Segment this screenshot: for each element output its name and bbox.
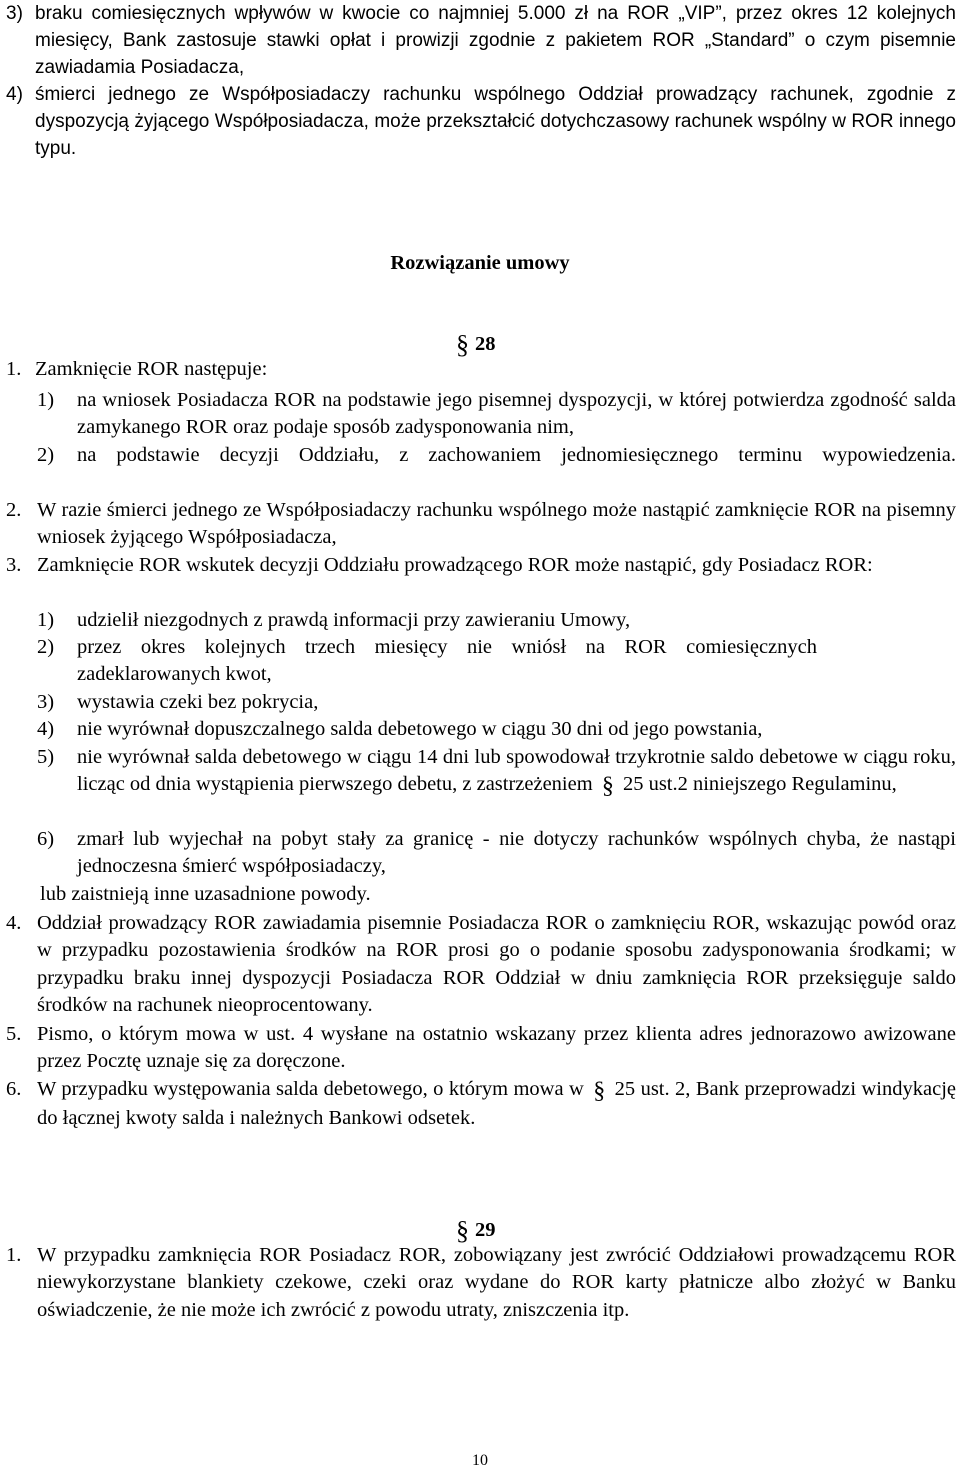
item-text [37,1076,956,1133]
item-number: 3. [6,554,22,576]
list-item-text: braku comiesięcznych wpływów w kwocie co najmniej 5.000 zł na ROR „VIP”, przez okres 12 kolejnych miesięcy, Bank zastosuje stawki opłat i prowizji zgodnie z pakietem ROR „Standard” o czym pisemnie zawiadamia Posiadacza, [35,3,956,78]
item-text: W przypadku zamknięcia ROR Posiadacz ROR, zobowiązany jest zwrócić Oddziałowi prowadzącemu ROR niewykorzystane blankiety czekowe, czeki oraz wydane do ROR karty płatnicze albo złożyć w Banku oświadczenie, że nie może ich zwrócić z powodu utraty, zniszczenia itp. [37,1244,956,1321]
list-item-number: 4) [6,84,23,105]
paragraph-28-heading [456,331,496,358]
paragraph-item [6,1242,956,1324]
sub-item-number: 2) [37,636,55,658]
page-number: 10 [472,1452,488,1469]
item-text: Oddział prowadzący ROR zawiadamia pisemnie Posiadacza ROR o zamknięciu ROR, wskazując powód oraz w przypadku pozostawienia środków na ROR prosi go o podanie sposobu zadysponowania środkami; w przypadku braku innej dyspozycji Posiadacza ROR Oddział w dniu zamknięcia ROR przeksięguje saldo środków na rachunek nieoprocentowany. [37,912,956,1016]
sub-item-text: nie wyrównał dopuszczalnego salda debetowego w ciągu 30 dni od jego powstania, [77,718,763,740]
sub-item [37,716,956,743]
section-sign: § [601,773,614,800]
item-text: Zamknięcie ROR następuje: [35,358,268,380]
sub-item-number: 5) [37,746,55,768]
sub-item-number: 1) [37,609,55,631]
item-number: 4. [6,912,22,934]
item-number: 2. [6,499,22,521]
list-item-text: śmierci jednego ze Współposiadaczy rachunku wspólnego Oddział prowadzący rachunek, zgodnie z dyspozycją żyjącego Współposiadacza, może przekształcić dotychczasowy rachunek wspólny w ROR innego typu. [35,84,956,159]
item-text-b: 25 ust. 2, Bank przeprowadzi windykację do łącznej kwoty salda i należnych Bankowi odsetek. [37,1078,956,1130]
item-number: 5. [6,1023,22,1045]
paragraph-number: 28 [475,333,496,355]
sub-item-text: zmarł lub wyjechał na pobyt stały za granicę - nie dotyczy rachunków wspólnych chyba, że nastąpi jednoczesna śmierć współposiadaczy, [77,828,956,878]
sub-item-text-a: nie wyrównał salda debetowego w ciągu 14 dni lub spowodował trzykrotnie saldo debetowe w ciągu roku, licząc od dnia wystąpienia pierwszego debetu, z zastrzeżeniem [77,746,956,796]
section-sign: § [593,1078,606,1104]
section-heading: Rozwiązanie umowy [390,252,570,274]
sub-item-text: udzielił niezgodnych z prawdą informacji przy zawieraniu Umowy, [77,609,631,631]
sub-item [37,607,956,634]
closing-line: lub zaistnieją inne uzasadnione powody. [40,883,371,905]
sub-item [37,744,956,801]
paragraph-29-heading [456,1217,496,1244]
item-text-a: W przypadku występowania salda debetowego, o którym mowa w [37,1078,584,1100]
sub-item [37,689,956,716]
item-text: Pismo, o którym mowa w ust. 4 wysłane na ostatnio wskazany przez klienta adres jednorazowo awizowane przez Pocztę uznaje się za doręczone. [37,1023,956,1073]
sub-item-number: 3) [37,691,55,713]
paragraph-number: 29 [475,1219,496,1241]
item-number: 1. [6,1244,22,1266]
sub-item-text: na wniosek Posiadacza ROR na podstawie jego pisemnej dyspozycji, w której potwierdza zgodność salda zamykanego ROR oraz podaje sposób zadysponowania nim, [77,389,956,439]
item-text: W razie śmierci jednego ze Współposiadaczy rachunku wspólnego może nastąpić zamknięcie ROR na pisemny wniosek żyjącego Współposiadacza, [37,499,956,549]
item-number: 6. [6,1078,22,1100]
sub-item [37,387,956,442]
sub-item-text-b: 25 ust.2 niniejszego Regulaminu, [622,773,897,796]
list-item [6,81,956,162]
list-item [6,0,956,81]
sub-item-text [77,744,956,801]
paragraph-item [6,1021,956,1076]
sub-item-text: na podstawie decyzji Oddziału, z zachowaniem jednomiesięcznego terminu wypowiedzenia. [77,444,956,466]
paragraph-item [6,497,956,552]
paragraph-item [6,910,956,1019]
sub-item-number: 2) [37,444,55,466]
sub-item-number: 4) [37,718,55,740]
section-sign: § [456,330,469,359]
item-text: Zamknięcie ROR wskutek decyzji Oddziału prowadzącego ROR może nastąpić, gdy Posiadacz ROR: [37,554,873,576]
sub-item [37,826,956,881]
paragraph-item [6,552,956,579]
paragraph-item [6,356,956,383]
sub-item-number: 6) [37,828,55,850]
list-item-number: 3) [6,3,23,24]
section-sign: § [456,1216,469,1245]
sub-item [37,634,817,689]
sub-item-number: 1) [37,389,55,411]
sub-item-text: przez okres kolejnych trzech miesięcy nie wniósł na ROR comiesięcznych zadeklarowanych kwot, [77,636,817,686]
item-number: 1. [6,358,22,380]
sub-item-text: wystawia czeki bez pokrycia, [77,691,319,713]
paragraph-item [6,1076,956,1133]
sub-item [37,442,956,469]
